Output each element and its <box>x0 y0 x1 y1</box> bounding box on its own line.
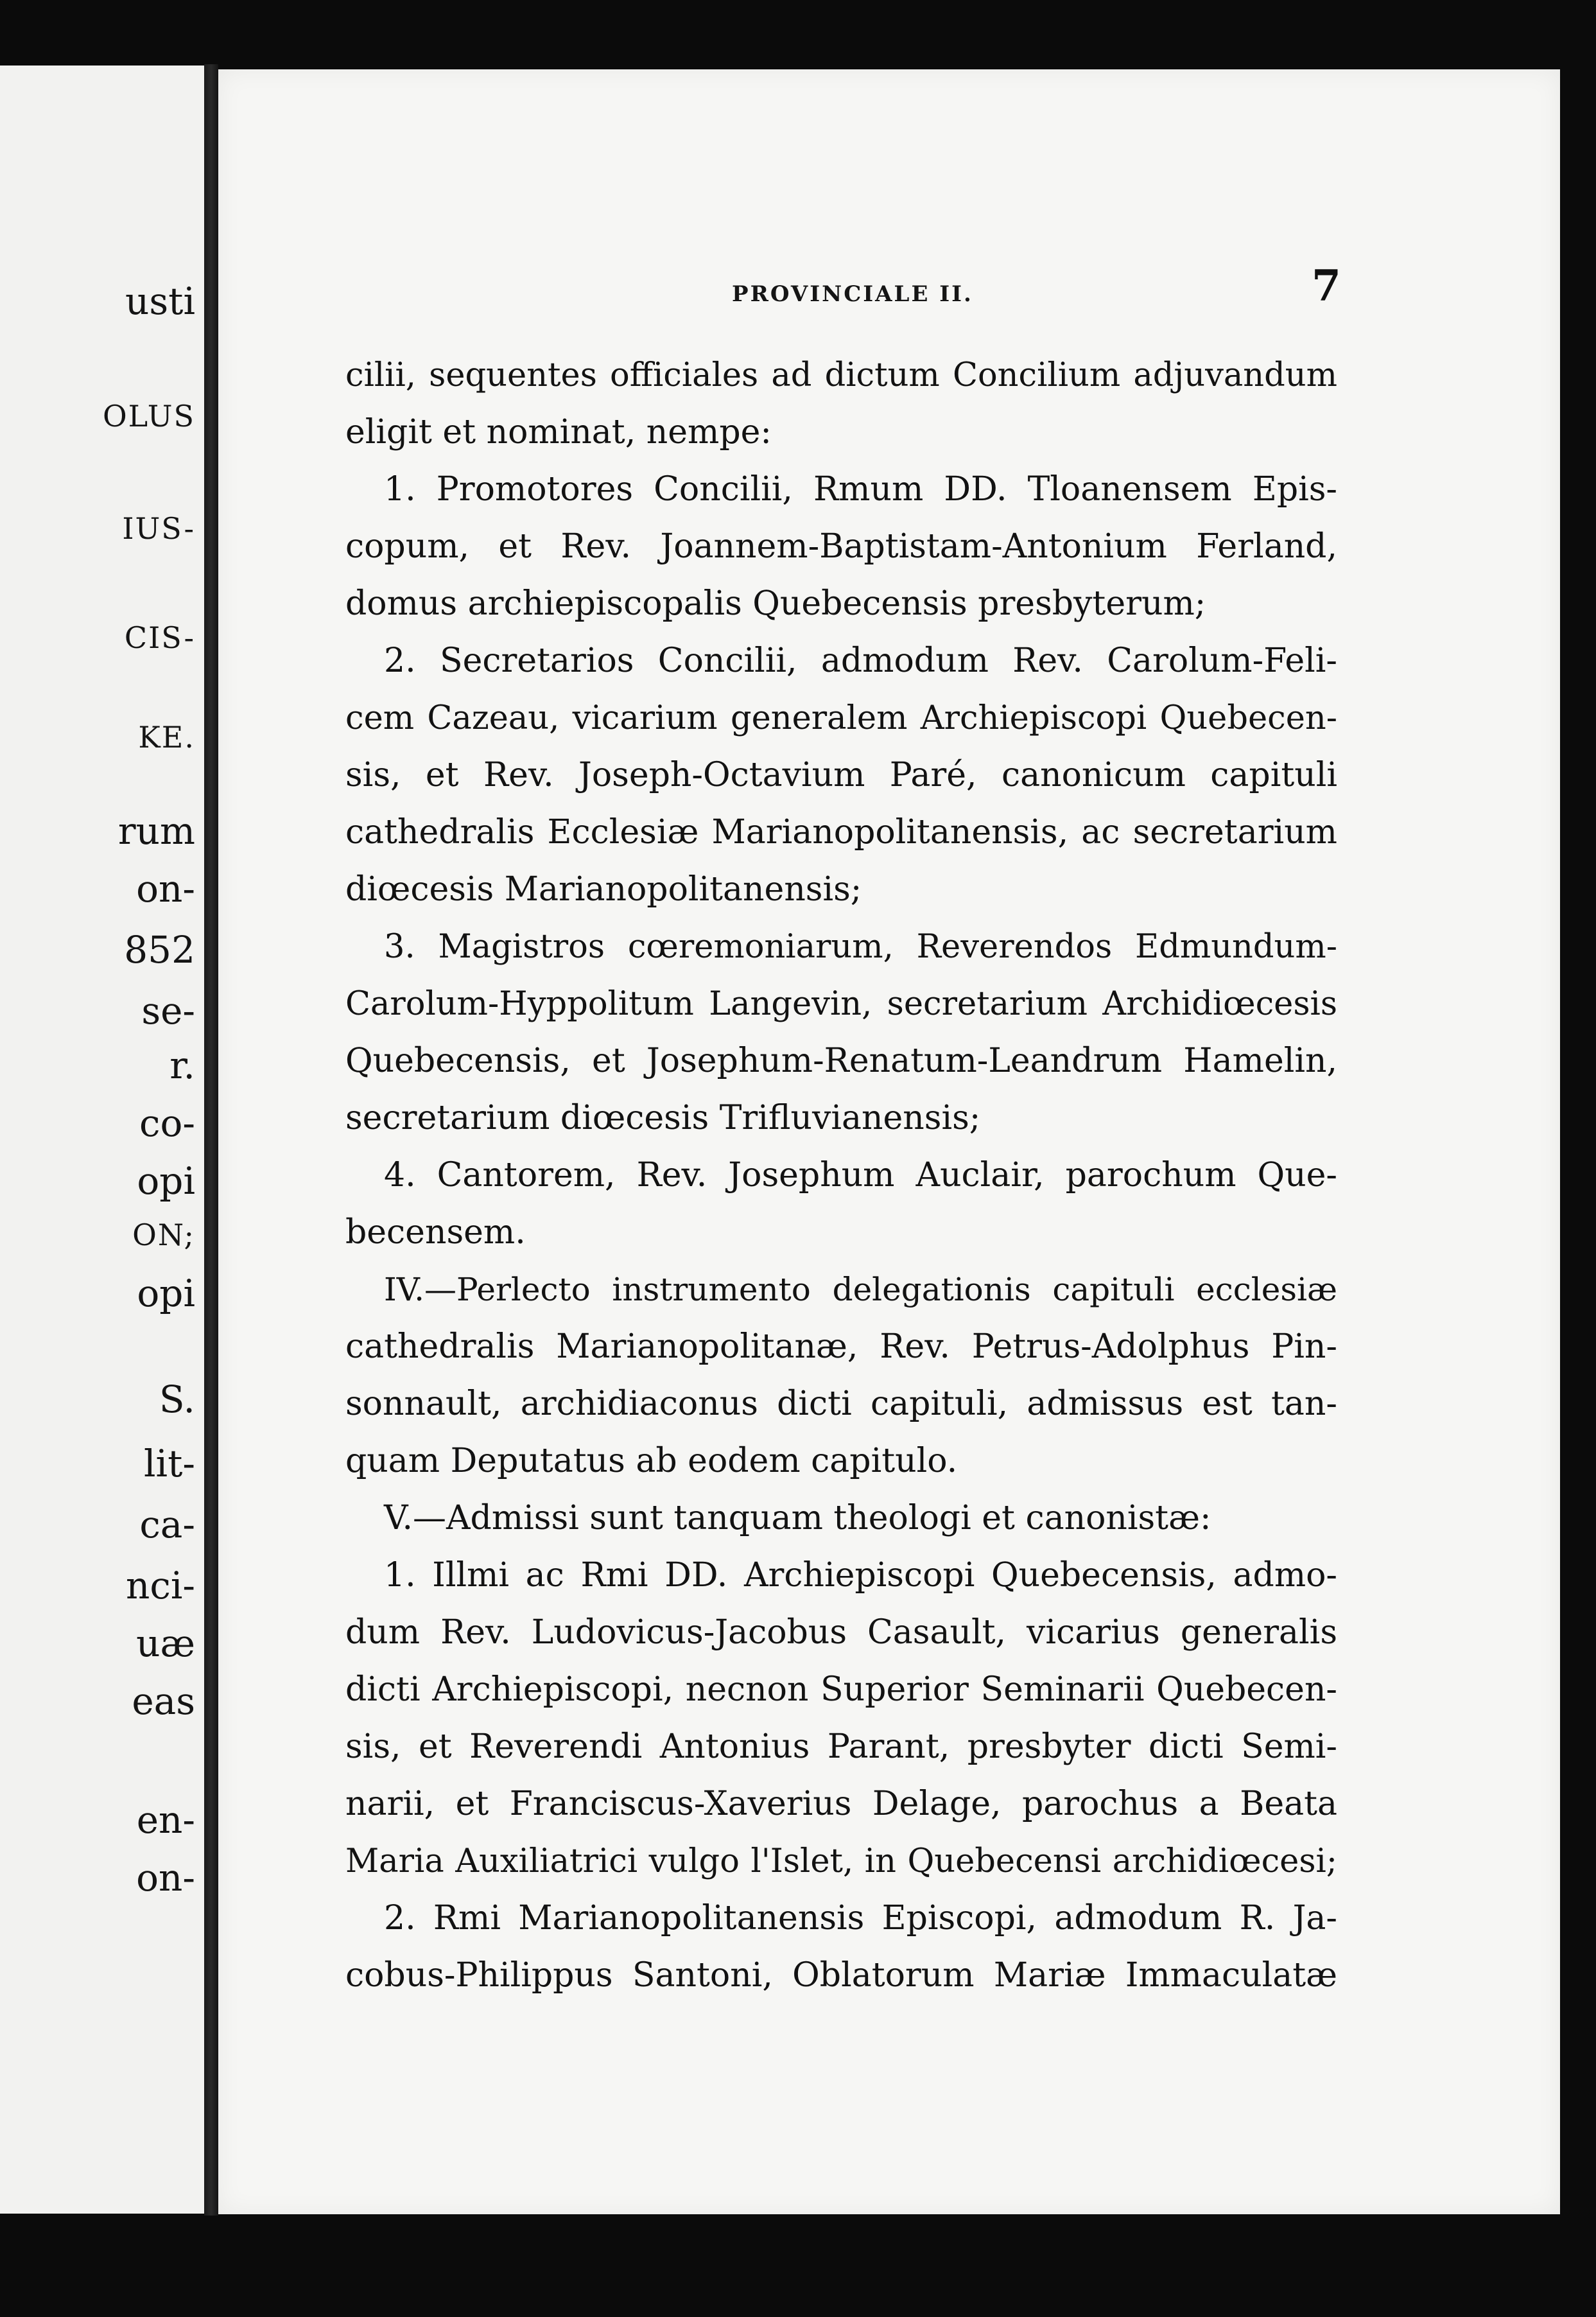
main-page <box>218 69 1560 2214</box>
left-page-fragment: 852 <box>124 928 195 972</box>
left-page-fragment: KE. <box>138 720 195 755</box>
text-line: 1. Promotores Concilii, Rmum DD. Tloanensem Epis- <box>384 470 1337 509</box>
left-page-fragment: opi <box>137 1159 195 1203</box>
left-page-fragment: lit- <box>143 1442 195 1485</box>
left-page-fragment: rum <box>117 809 195 853</box>
text-line: eligit et nominat, nempe: <box>345 413 772 451</box>
text-line: 4. Cantorem, Rev. Josephum Auclair, parochum Que- <box>384 1156 1337 1194</box>
left-page-fragment: ON; <box>132 1218 195 1252</box>
text-line: sis, et Rev. Joseph-Octavium Paré, canonicum capituli <box>345 756 1337 794</box>
text-line: 1. Illmi ac Rmi DD. Archiepiscopi Quebecensis, admo- <box>384 1556 1337 1595</box>
text-line: dicti Archiepiscopi, necnon Superior Seminarii Quebecen- <box>345 1670 1337 1709</box>
left-page-fragment: on- <box>136 1856 195 1900</box>
text-line: copum, et Rev. Joannem-Baptistam-Antonium Ferland, <box>345 527 1337 566</box>
text-line: cathedralis Marianopolitanæ, Rev. Petrus-Adolphus Pin- <box>345 1327 1337 1366</box>
left-page-fragment: IUS- <box>122 511 195 546</box>
left-page-fragment: en- <box>136 1798 195 1842</box>
text-line: becensem. <box>345 1213 526 1252</box>
book-gutter <box>204 64 218 2216</box>
text-line: quam Deputatus ab eodem capitulo. <box>345 1442 958 1480</box>
left-page-fragment: usti <box>125 279 195 323</box>
left-facing-page <box>0 66 204 2214</box>
left-page-fragment: OLUS <box>102 399 195 433</box>
left-page-fragment: CIS- <box>124 620 195 655</box>
text-line: narii, et Franciscus-Xaverius Delage, parochus a Beata <box>345 1785 1337 1823</box>
left-page-fragment: uæ <box>136 1622 195 1665</box>
left-page-fragment: opi <box>137 1272 195 1315</box>
left-page-fragment: se- <box>141 989 195 1033</box>
text-line: sis, et Reverendi Antonius Parant, presbyter dicti Semi- <box>345 1727 1337 1766</box>
text-line: cem Cazeau, vicarium generalem Archiepiscopi Quebecen- <box>345 699 1337 737</box>
left-page-fragment: nci- <box>126 1564 195 1607</box>
text-line: 2. Rmi Marianopolitanensis Episcopi, admodum R. Ja- <box>384 1899 1337 1937</box>
text-line: secretarium diœcesis Trifluvianensis; <box>345 1099 981 1137</box>
text-line: diœcesis Marianopolitanensis; <box>345 870 862 909</box>
body-text <box>345 347 1337 2004</box>
text-line: cobus-Philippus Santoni, Oblatorum Mariæ Immaculatæ <box>345 1956 1337 1995</box>
text-line: domus archiepiscopalis Quebecensis presbyterum; <box>345 584 1206 623</box>
left-page-fragment: S. <box>159 1377 195 1421</box>
left-page-fragment: ca- <box>139 1503 195 1546</box>
text-line: 3. Magistros cœremoniarum, Reverendos Edmundum- <box>384 928 1337 966</box>
text-line: IV.—Perlecto instrumento delegationis capituli ecclesiæ <box>384 1271 1337 1308</box>
text-line: cilii, sequentes officiales ad dictum Concilium adjuvandum <box>345 356 1337 394</box>
text-line: dum Rev. Ludovicus-Jacobus Casault, vicarius generalis <box>345 1613 1337 1652</box>
text-line: cathedralis Ecclesiæ Marianopolitanensis, ac secretarium <box>345 813 1337 852</box>
running-title: PROVINCIALE II. <box>732 281 973 307</box>
text-line: Quebecensis, et Josephum-Renatum-Leandrum Hamelin, <box>345 1042 1337 1080</box>
text-line: 2. Secretarios Concilii, admodum Rev. Carolum-Feli- <box>384 642 1337 680</box>
left-page-fragment: r. <box>169 1044 195 1087</box>
text-line: V.—Admissi sunt tanquam theologi et canonistæ: <box>384 1499 1211 1537</box>
left-page-fragment: eas <box>132 1679 195 1723</box>
page-number: 7 <box>1312 261 1341 311</box>
left-page-fragment: on- <box>136 867 195 911</box>
text-line: Carolum-Hyppolitum Langevin, secretarium Archidiœcesis <box>345 985 1337 1023</box>
text-line: Maria Auxiliatrici vulgo l'Islet, in Quebecensi archidiœcesi; <box>345 1842 1337 1880</box>
text-line: sonnault, archidiaconus dicti capituli, admissus est tan- <box>345 1385 1337 1423</box>
left-page-fragment: co- <box>139 1101 195 1145</box>
